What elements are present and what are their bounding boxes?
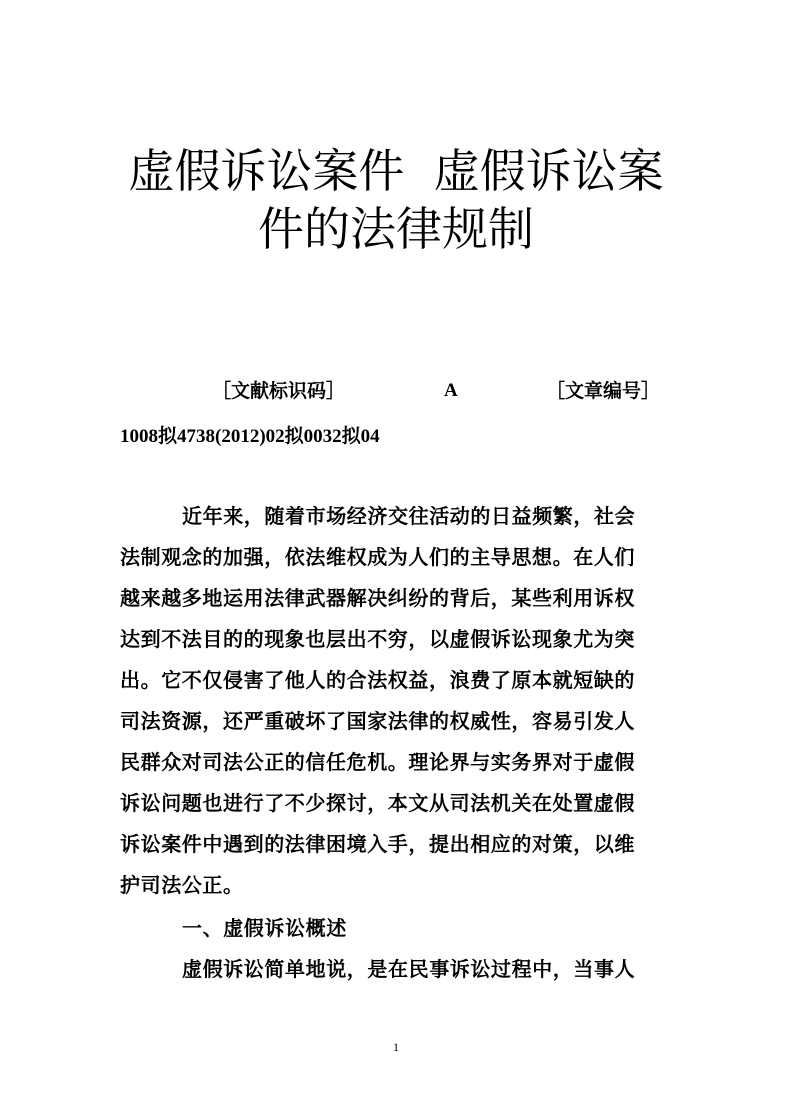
paragraph-line: 诉讼问题也进行了不少探讨，本文从司法机关在处置虚假 <box>120 791 635 815</box>
document-code-label: ［文献标识码］ <box>212 380 346 402</box>
paragraph-line: 出。它不仅侵害了他人的合法权益，浪费了原本就短缺的 <box>120 668 635 692</box>
paragraph-line: 近年来，随着市场经济交往活动的日益频繁，社会 <box>182 504 636 528</box>
paragraph-line: 越来越多地运用法律武器解决纠纷的背后，某些利用诉权 <box>120 586 635 610</box>
document-code-value: A <box>444 380 458 401</box>
paragraph-line: 法制观念的加强，依法维权成为人们的主导思想。在人们 <box>120 545 635 569</box>
paragraph-intro <box>120 496 660 906</box>
section-heading <box>120 908 660 949</box>
title-line-1: 虚假诉讼案件 虚假诉讼案 <box>128 144 664 198</box>
document-title <box>60 142 732 258</box>
paragraph-line: 民群众对司法公正的信任危机。理论界与实务界对于虚假 <box>120 750 635 774</box>
paragraph-line: 司法资源，还严重破坏了国家法律的权威性，容易引发人 <box>120 709 635 733</box>
page-number: 1 <box>393 1040 399 1054</box>
article-number-label: ［文章编号］ <box>546 380 661 402</box>
paragraph-line: 达到不法目的的现象也层出不穷，以虚假诉讼现象尤为突 <box>120 627 635 651</box>
paragraph-line: 虚假诉讼简单地说，是在民事诉讼过程中，当事人 <box>182 957 636 981</box>
paragraph-line: 护司法公正。 <box>120 873 244 897</box>
title-line-2: 件的法律规制 <box>258 202 534 256</box>
paragraph-overview <box>120 949 660 990</box>
metadata-row <box>0 376 792 406</box>
section-heading-text: 一、虚假诉讼概述 <box>182 916 347 940</box>
paragraph-line: 诉讼案件中遇到的法律困境入手，提出相应的对策，以维 <box>120 832 635 856</box>
article-number-value: 1008拟4738(2012)02拟0032拟04 <box>120 426 380 447</box>
